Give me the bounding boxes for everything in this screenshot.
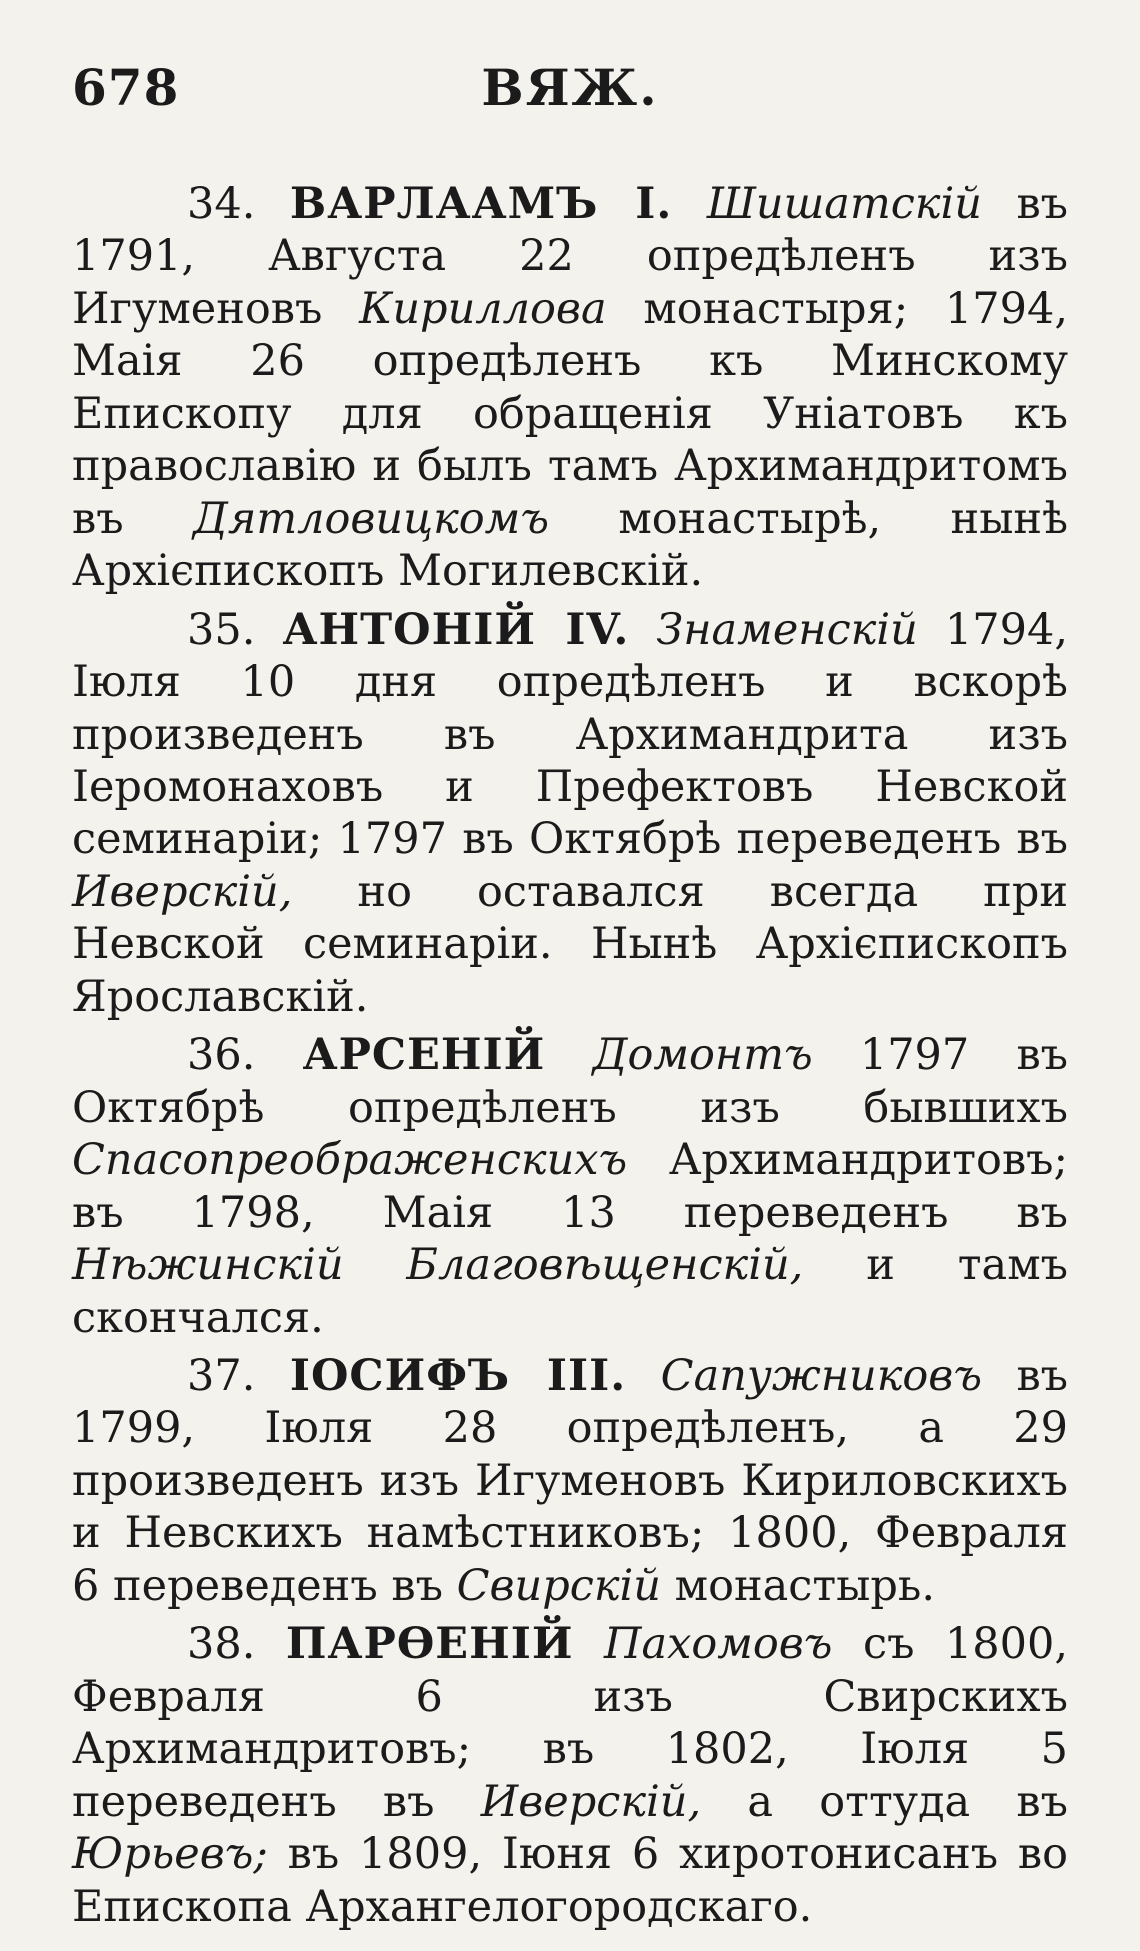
entry-name: АНТОНІЙ IV. <box>282 604 630 655</box>
entry-number: 36. <box>187 1030 256 1081</box>
entry-37 <box>72 1350 1068 1612</box>
entry-surname: Знаменскій <box>656 604 918 655</box>
entry-italic-term: Спасопреображенскихъ <box>72 1135 628 1186</box>
entry-35 <box>72 604 1068 1024</box>
page-header <box>72 50 1068 120</box>
entry-38 <box>72 1618 1068 1933</box>
entry-surname: Шишатскій <box>706 179 982 229</box>
entry-number: 35. <box>187 604 256 655</box>
entry-text: въ 1799, Іюля 28 опредѣленъ, а 29 произведенъ изъ Игуменовъ Кириловскихъ и Невскихъ намѣстниковъ; 1800, Февраля 6 переведенъ въ <box>72 1350 1069 1611</box>
entry-text: въ 1791, Августа 22 опредѣленъ изъ Игуменовъ <box>72 179 1069 334</box>
entry-number: 34. <box>187 179 256 229</box>
entry-text: монастырь. <box>674 1560 935 1611</box>
entry-text: 1797 въ Октябрѣ опредѣленъ изъ бывшихъ <box>72 1030 1069 1133</box>
entry-italic-term: Дятловицкомъ <box>192 493 549 544</box>
page-number: 678 <box>72 58 180 117</box>
entry-name: ПАРѲЕНІЙ <box>285 1619 574 1670</box>
entry-italic-term: Свирскій <box>456 1560 661 1611</box>
entry-name: АРСЕНІЙ <box>302 1030 546 1081</box>
entry-text: 1794, Іюля 10 дня опредѣленъ и вскорѣ произведенъ въ Архимандрита изъ Іеромонаховъ и Префектовъ Невской семинаріи; 1797 въ Октябрѣ переведенъ въ <box>72 604 1069 865</box>
entry-text: съ 1800, Февраля 6 изъ Свирскихъ Архимандритовъ; въ 1802, Іюля 5 переведенъ въ <box>72 1619 1069 1827</box>
entry-text: Архимандритовъ; въ 1798, Маія 13 переведенъ въ <box>72 1135 1068 1238</box>
entry-italic-term: Кириллова <box>359 283 607 334</box>
entry-number: 37. <box>187 1350 256 1401</box>
entry-text: но оставался всегда при Невской семинаріи. Нынѣ Архієпископъ Ярославскій. <box>72 866 1069 1022</box>
entry-text: и тамъ скончался. <box>72 1240 1068 1343</box>
entry-36 <box>72 1029 1068 1344</box>
entry-italic-term: Иверскій, <box>480 1776 702 1827</box>
entry-surname: Пахомовъ <box>603 1619 833 1670</box>
entry-surname: Сапужниковъ <box>660 1350 982 1401</box>
entry-italic-term: Юрьевъ; <box>72 1829 268 1880</box>
entry-number: 38. <box>187 1619 256 1670</box>
entry-34 <box>72 178 1068 598</box>
running-head: ВЯЖ. <box>481 58 659 117</box>
entry-italic-term: Нѣжинскій Благовѣщенскій, <box>72 1240 804 1291</box>
entry-italic-term: Иверскій, <box>72 866 293 917</box>
entry-text: а оттуда въ <box>747 1776 1068 1827</box>
entry-text: въ 1809, Іюня 6 хиротонисанъ во Епископа Архангелогородскаго. <box>72 1829 1068 1932</box>
entry-name: ІОСИФЪ III. <box>289 1350 627 1401</box>
entry-name: ВАРЛААМЪ I. <box>289 179 673 229</box>
entry-surname: Домонтъ <box>592 1030 813 1081</box>
entry-text: монастырѣ, нынѣ Архієпископъ Могилевскій. <box>72 493 1069 597</box>
entry-text: монастыря; 1794, Маія 26 опредѣленъ къ Минскому Епископу для обращенія Уніатовъ къ православію и былъ тамъ Архимандритомъ въ <box>72 283 1069 544</box>
